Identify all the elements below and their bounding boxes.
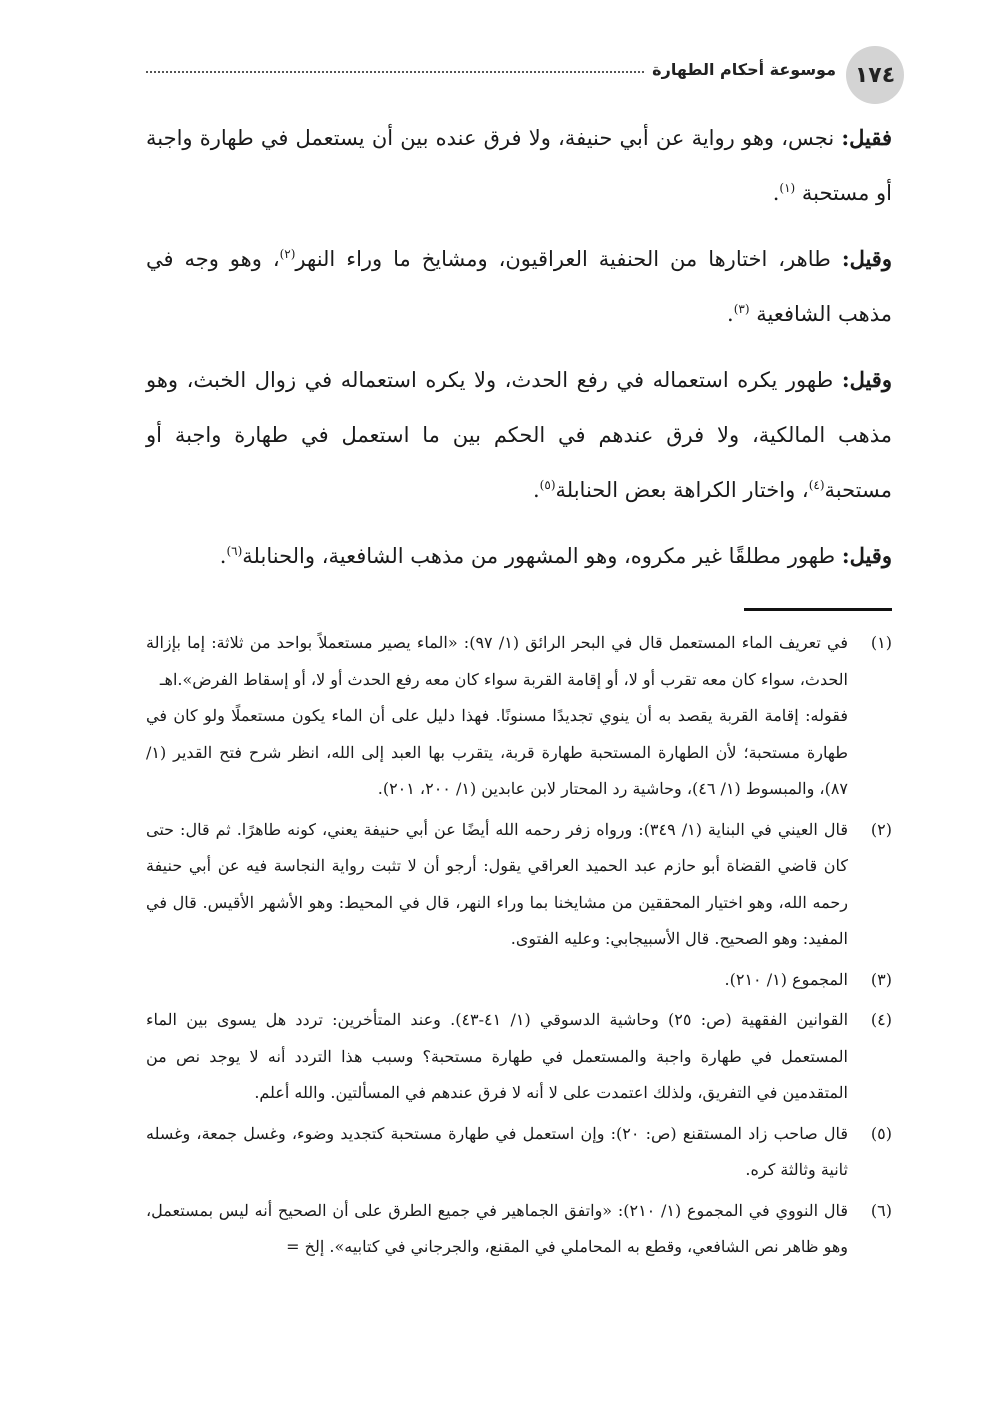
main-text	[146, 110, 892, 584]
page-number-badge: ١٧٤	[846, 46, 904, 104]
paragraph-najis	[146, 110, 892, 221]
paragraph-text: ، وهو وجه في مذهب الشافعية	[146, 247, 892, 326]
paragraph-text: .	[532, 478, 540, 502]
footnote-ref[interactable]: (٢)	[279, 247, 296, 261]
footnote-ref[interactable]: (١)	[779, 181, 796, 195]
footnote-1	[146, 625, 892, 808]
footnote-separator	[744, 608, 892, 611]
paragraph-lead: وقيل:	[841, 543, 892, 568]
footnote-body	[146, 812, 848, 958]
footnote-text: القوانين الفقهية (ص: ٢٥) وحاشية الدسوقي (١/ ٤١-٤٣). وعند المتأخرين: تردد هل يسوى بين الماء المستعمل في طهارة واجبة والمستعمل في طهارة مستحبة؟ وسبب هذا التردد أنه لا يوجد نص من المتقدمين في التفريق، ولذلك اعتمدت على لا أنه لا فرق عندهم في المسألتين. والله أعلم.	[146, 1010, 849, 1102]
header-dotted-rule	[146, 71, 644, 73]
footnote-3	[146, 962, 892, 999]
footnotes	[146, 625, 892, 1266]
paragraph-tahir	[146, 231, 892, 342]
footnote-body	[146, 1116, 848, 1189]
footnote-body	[146, 1193, 848, 1266]
paragraph-tahur-mutlaq	[146, 528, 892, 584]
book-page	[146, 40, 896, 1270]
paragraph-text: ، واختار الكراهة بعض الحنابلة	[555, 478, 809, 502]
paragraph-tahur-makruh	[146, 352, 892, 518]
footnote-5	[146, 1116, 892, 1189]
paragraph-text: .	[219, 544, 227, 568]
footnote-ref[interactable]: (٥)	[539, 478, 556, 492]
footnote-body	[146, 962, 848, 999]
footnote-2	[146, 812, 892, 958]
paragraph-text: طهور مطلقًا غير مكروه، وهو المشهور من مذهب الشافعية، والحنابلة	[242, 544, 842, 568]
footnote-text: فقوله: إقامة القربة يقصد به أن ينوي تجديدًا مسنونًا. فهذا دليل على أن الماء يكون مستعملًا ولو كان في طهارة مستحبة؛ لأن الطهارة المستحبة طهارة قربة، يتقرب بها العبد إلى الله، انظر شرح فتح القدير (١/ ٨٧)، والمبسوط (١/ ٤٦)، وحاشية رد المحتار لابن عابدين (١/ ٢٠٠، ٢٠١).	[146, 706, 848, 798]
paragraph-text: .	[727, 302, 734, 326]
paragraph-lead: وقيل:	[841, 367, 892, 392]
footnote-text: قال صاحب زاد المستقنع (ص: ٢٠): وإن استعمل في طهارة مستحبة كتجديد وضوء، وغسل جمعة، وغسله ثانية وثالثة كره.	[146, 1123, 848, 1179]
paragraph-text: طاهر، اختارها من الحنفية العراقيون، ومشايخ ما وراء النهر	[295, 247, 842, 271]
footnote-number: (٦)	[870, 1200, 892, 1220]
paragraph-lead: فقيل:	[841, 125, 892, 150]
footnote-number: (٣)	[870, 969, 892, 989]
footnote-text: المجموع (١/ ٢١٠).	[724, 969, 848, 989]
footnote-ref[interactable]: (٤)	[808, 478, 825, 492]
paragraph-text: طهور يكره استعماله في رفع الحدث، ولا يكره استعماله في زوال الخبث، وهو مذهب المالكية، ولا فرق عندهم في الحكم بين ما استعمل في طهارة واجبة أو مستحبة	[146, 368, 892, 502]
footnote-ref[interactable]: (٦)	[226, 544, 243, 558]
footnote-body	[146, 1002, 848, 1112]
footnote-text: قال النووي في المجموع (١/ ٢١٠): «واتفق الجماهير في جميع الطرق على أن الصحيح أنه ليس بمستعمل، وهو ظاهر نص الشافعي، وقطع به المحاملي في المقنع، والجرجاني في كتابيه». إلخ =	[146, 1200, 849, 1256]
footnote-number: (٤)	[870, 1010, 892, 1029]
footnote-ref[interactable]: (٣)	[733, 302, 750, 316]
footnote-text: قال العيني في البناية (١/ ٣٤٩): ورواه زفر رحمه الله أيضًا عن أبي حنيفة يعني، كونه طاهرًا. ثم قال: حتى كان قاضي القضاة أبو حازم عبد الحميد العراقي يقول: أرجو أن لا تثبت رواية النجاسة فيه عن أبي حنيفة رحمه الله، وهو اختيار المحققين من مشايخنا بما وراء النهر، قال في المحيط: وهو الأشهر الأقيس. قال في المفيد: وهو الصحيح. قال الأسبيجابي: وعليه الفتوى.	[146, 819, 848, 948]
paragraph-lead: وقيل:	[841, 246, 892, 271]
running-title: موسوعة أحكام الطهارة	[652, 60, 836, 79]
footnote-body	[146, 625, 848, 808]
running-title-row	[146, 60, 836, 79]
paragraph-text: نجس، وهو رواية عن أبي حنيفة، ولا فرق عنده بين أن يستعمل في طهارة واجبة أو مستحبة	[146, 126, 892, 205]
footnote-number: (٢)	[870, 819, 892, 839]
footnote-number: (١)	[870, 633, 892, 652]
footnote-number: (٥)	[870, 1123, 892, 1143]
footnote-text: في تعريف الماء المستعمل قال في البحر الرائق (١/ ٩٧): «الماء يصير مستعملاً بواحد من ثلاثة: إما بإزالة الحدث، سواء كان معه تقرب أو لا، أو إقامة القربة سواء كان معه رفع الحدث أو لا، أو إسقاط الفرض».اهـ	[146, 633, 849, 689]
footnote-4	[146, 1002, 892, 1112]
paragraph-text: .	[772, 181, 780, 205]
footnote-6	[146, 1193, 892, 1266]
page-header	[146, 40, 896, 102]
